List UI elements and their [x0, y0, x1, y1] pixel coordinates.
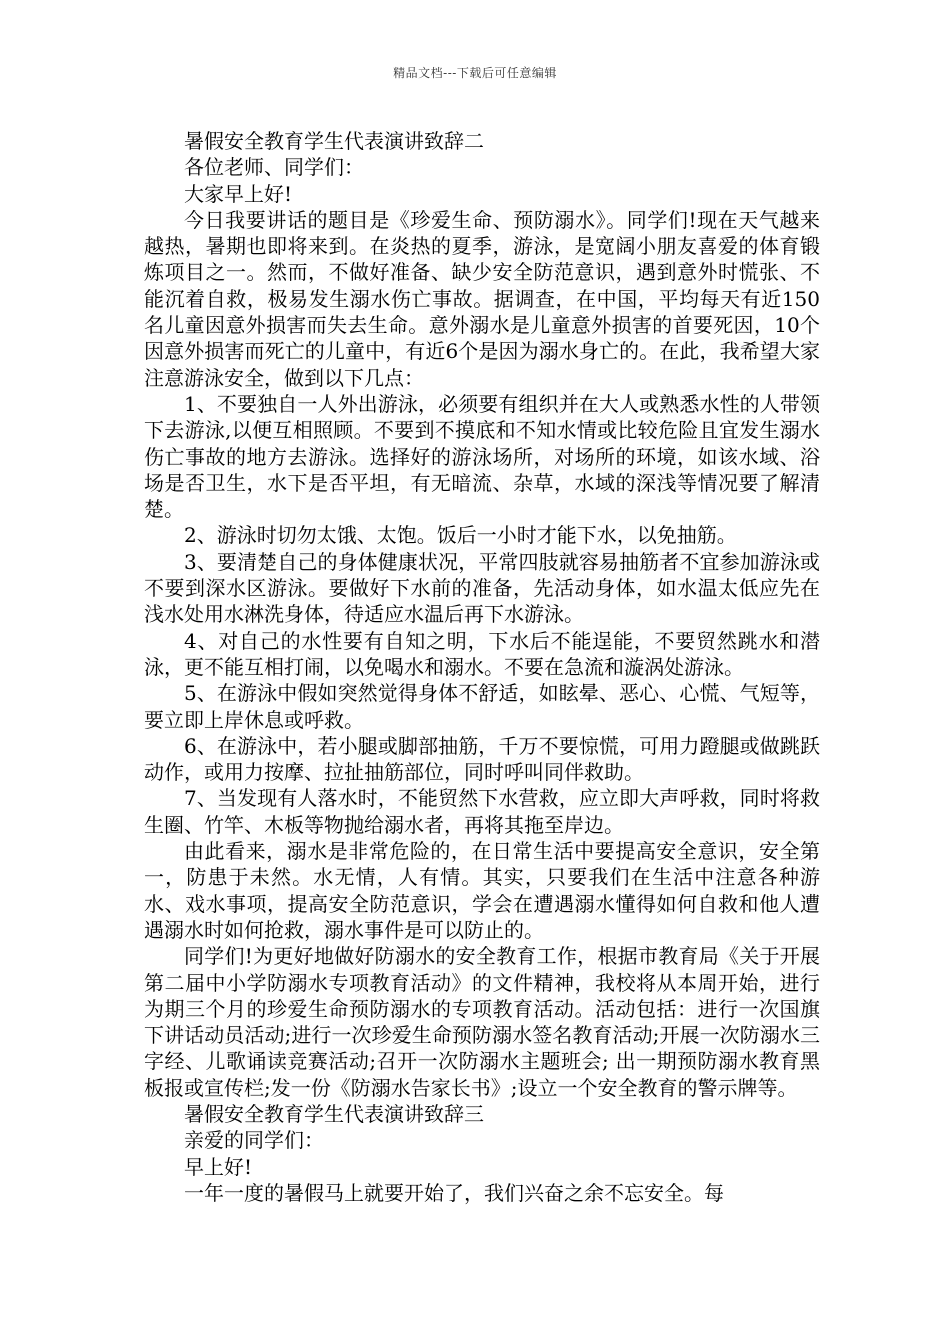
list-item: 6、在游泳中，若小腿或脚部抽筋，千万不要惊慌，可用力蹬腿或做跳跃动作，或用力按摩、拉扯抽筋部位，同时呼叫同伴救助。	[144, 733, 820, 785]
paragraph: 一年一度的暑假马上就要开始了，我们兴奋之余不忘安全。每	[184, 1180, 724, 1205]
paragraph: 由此看来，溺水是非常危险的，在日常生活中要提高安全意识，安全第一，防患于未然。水无情，人有情。其实，只要我们在生活中注意各种游水、戏水事项，提高安全防范意识，学会在遭遇溺水懂得如何自救和他人遭遇溺水时如何抢救，溺水事件是可以防止的。	[144, 839, 820, 942]
list-item: 7、当发现有人落水时，不能贸然下水营救，应立即大声呼救，同时将救生圈、竹竿、木板等物抛给溺水者，再将其拖至岸边。	[144, 786, 820, 837]
list-item: 1、不要独自一人外出游泳，必须要有组织并在大人或熟悉水性的人带领下去游泳,以便互相照顾。不要到不摸底和不知水情或比较危险且宜发生溺水伤亡事故的地方去游泳。选择好的游泳场所，对场所的环境，如该水域、浴场是否卫生，水下是否平坦，有无暗流、杂草，水域的深浅等情况要了解清楚。	[144, 391, 820, 522]
greeting: 早上好!	[184, 1154, 253, 1179]
list-item: 5、在游泳中假如突然觉得身体不舒适，如眩晕、恶心、心慌、气短等，要立即上岸休息或呼救。	[144, 681, 820, 732]
greeting: 大家早上好!	[184, 181, 293, 206]
salutation: 各位老师、同学们：	[184, 155, 364, 180]
list-item: 3、要清楚自己的身体健康状况，平常四肢就容易抽筋者不宜参加游泳或不要到深水区游泳。要做好下水前的准备，先活动身体，如水温太低应先在浅水处用水淋洗身体，待适应水温后再下水游泳。	[144, 549, 820, 627]
section-title: 暑假安全教育学生代表演讲致辞三	[184, 1101, 484, 1126]
section-title: 暑假安全教育学生代表演讲致辞二	[184, 129, 484, 153]
paragraph: 同学们!为更好地做好防溺水的安全教育工作，根据市教育局《关于开展第二届中小学防溺水专项教育活动》的文件精神，我校将从本周开始，进行为期三个月的珍爱生命预防溺水的专项教育活动。活动包括：进行一次国旗下讲话动员活动;进行一次珍爱生命预防溺水签名教育活动;开展一次防溺水三字经、儿歌诵读竞赛活动;召开一次防溺水主题班会; 出一期预防溺水教育黑板报或宣传栏;发一份《防溺水告家长书》;设立一个安全教育的警示牌等。	[144, 944, 820, 1100]
list-item: 2、游泳时切勿太饿、太饱。饭后一小时才能下水，以免抽筋。	[184, 523, 737, 548]
document-body	[144, 128, 820, 1206]
list-item: 4、对自己的水性要有自知之明，下水后不能逞能，不要贸然跳水和潜泳，更不能互相打闹，以免喝水和溺水。不要在急流和漩涡处游泳。	[144, 628, 820, 679]
paragraph: 今日我要讲话的题目是《珍爱生命、预防溺水》。同学们!现在天气越来越热，暑期也即将来到。在炎热的夏季，游泳，是宽阔小朋友喜爱的体育锻炼项目之一。然而，不做好准备、缺少安全防范意识，遇到意外时慌张、不能沉着自救，极易发生溺水伤亡事故。据调查，在中国，平均每天有近150名儿童因意外损害而失去生命。意外溺水是儿童意外损害的首要死因，10个因意外损害而死亡的儿童中，有近6个是因为溺水身亡的。在此，我希望大家注意游泳安全，做到以下几点：	[144, 207, 820, 390]
page-header: 精品文档---下载后可任意编辑	[393, 66, 557, 80]
salutation: 亲爱的同学们：	[184, 1128, 324, 1153]
